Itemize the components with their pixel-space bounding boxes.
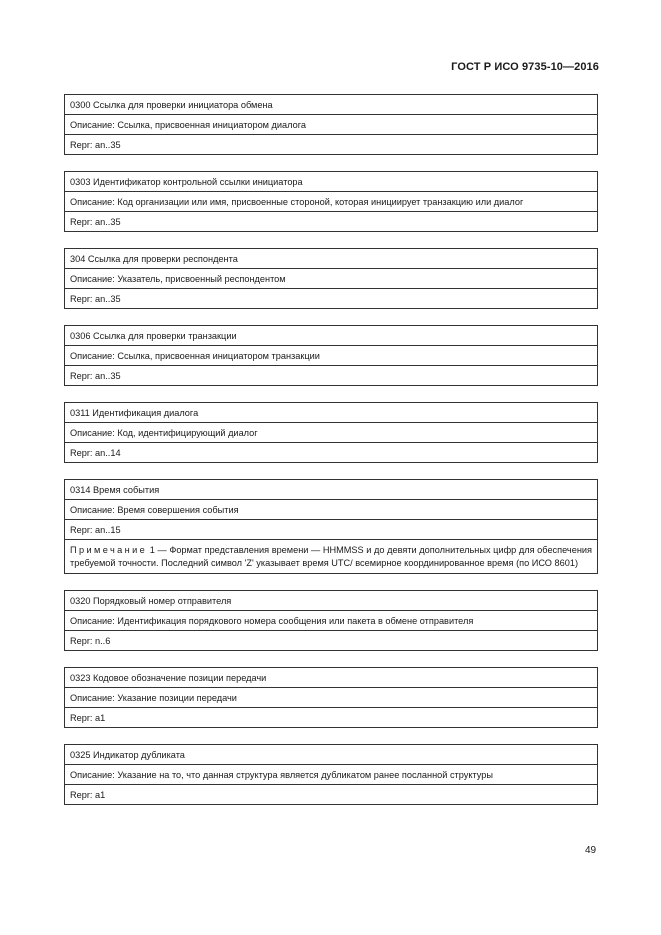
document-header: ГОСТ Р ИСО 9735-10—2016 (451, 61, 599, 73)
entry-table-0314 (64, 479, 598, 574)
entry-title: 0311 Идентификация диалога (65, 403, 598, 423)
entry-repr: Repr: an..15 (65, 520, 598, 540)
entry-description: Описание: Ссылка, присвоенная инициатором диалога (65, 115, 598, 135)
entry-table-0323 (64, 667, 598, 728)
entry-title: 0306 Ссылка для проверки транзакции (65, 326, 598, 346)
entry-description: Описание: Код, идентифицирующий диалог (65, 423, 598, 443)
note-label: Примечание (70, 545, 148, 555)
entry-table-0306 (64, 325, 598, 386)
note-text: 1 — Формат представления времени — HHMMSS и до девяти дополнительных цифр для обеспечения требуемой точности. Последний символ 'Z' указывает время UTC/ всемирное координированное время (по ИСО 8601) (70, 545, 592, 568)
entry-repr: Repr: a1 (65, 708, 598, 728)
entry-repr: Repr: an..35 (65, 212, 598, 232)
entry-title: 0325 Индикатор дубликата (65, 745, 598, 765)
entry-repr: Repr: an..35 (65, 366, 598, 386)
entry-title: 0303 Идентификатор контрольной ссылки инициатора (65, 172, 598, 192)
page-number: 49 (585, 845, 597, 856)
entry-table-0303 (64, 171, 598, 232)
entry-repr: Repr: a1 (65, 785, 598, 805)
entry-title: 304 Ссылка для проверки респондента (65, 249, 598, 269)
entry-repr: Repr: n..6 (65, 631, 598, 651)
entry-description: Описание: Код организации или имя, присвоенные стороной, которая инициирует транзакцию или диалог (65, 192, 598, 212)
entry-description: Описание: Идентификация порядкового номера сообщения или пакета в обмене отправителя (65, 611, 598, 631)
entry-note (65, 540, 598, 574)
data-element-list (64, 94, 598, 805)
entry-table-304 (64, 248, 598, 309)
entry-description: Описание: Указатель, присвоенный респондентом (65, 269, 598, 289)
entry-table-0311 (64, 402, 598, 463)
entry-title: 0314 Время события (65, 480, 598, 500)
entry-table-0320 (64, 590, 598, 651)
entry-description: Описание: Указание на то, что данная структура является дубликатом ранее посланной структуры (65, 765, 598, 785)
entry-description: Описание: Время совершения события (65, 500, 598, 520)
entry-description: Описание: Указание позиции передачи (65, 688, 598, 708)
entry-repr: Repr: an..35 (65, 135, 598, 155)
entry-repr: Repr: an..14 (65, 443, 598, 463)
entry-repr: Repr: an..35 (65, 289, 598, 309)
entry-description: Описание: Ссылка, присвоенная инициатором транзакции (65, 346, 598, 366)
entry-title: 0323 Кодовое обозначение позиции передачи (65, 668, 598, 688)
entry-table-0325 (64, 744, 598, 805)
entry-title: 0300 Ссылка для проверки инициатора обмена (65, 95, 598, 115)
entry-title: 0320 Порядковый номер отправителя (65, 591, 598, 611)
entry-table-0300 (64, 94, 598, 155)
